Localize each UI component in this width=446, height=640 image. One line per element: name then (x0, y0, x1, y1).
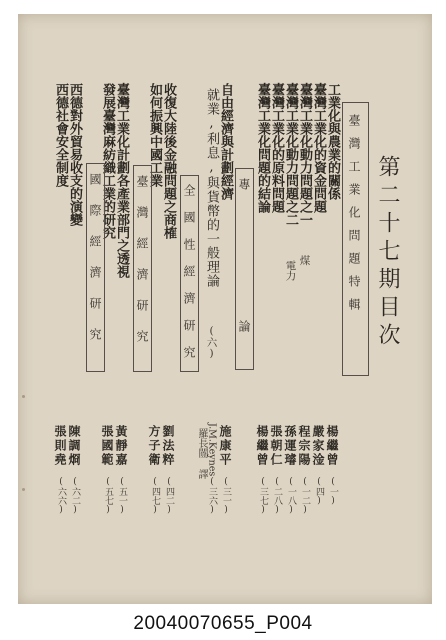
page-title: 第二十七期目次 (375, 155, 400, 351)
article-title: 收復大陸後金融問題之商榷 (161, 83, 176, 239)
article-title: 臺灣工業化的原料問題 (269, 83, 284, 213)
binding-hole (22, 488, 25, 491)
article-title: 如何振興中國工業 (147, 83, 162, 187)
article-title: 臺灣工業化動力問題之一 (297, 83, 312, 226)
article-subtitle: 煤 (298, 255, 311, 266)
article-page: (三六) (207, 477, 217, 515)
article-title: 臺灣工業化的資金問題 (311, 83, 326, 213)
article-title: 自由經濟與計劃經濟 (218, 83, 233, 200)
article-title: 臺灣工業化問題的結論 (255, 83, 270, 213)
section-special-heading: 臺灣工業化問題特輯 (347, 114, 361, 321)
article-page: (四二) (164, 477, 174, 515)
article-page: (五七) (103, 477, 113, 515)
article-title: 工業化與農業的關係 (325, 83, 340, 200)
article-title: 臺灣工業化動力問題之二 (283, 83, 298, 226)
article-page: (一八) (286, 477, 296, 515)
article-title: 西德對外貿易收支的演變 (67, 83, 82, 226)
article-author: 黃靜嘉 (114, 425, 128, 467)
article-subtitle: (六) (205, 325, 218, 360)
article-author: 嚴家淦 (311, 425, 325, 467)
article-page: (六二) (70, 477, 80, 515)
article-title: 發展臺灣麻紡織工業的研究 (100, 83, 115, 239)
article-subtitle: 電力 (284, 260, 297, 281)
article-author: 方子衛 (147, 425, 161, 467)
article-page: (一二) (300, 477, 310, 515)
article-page: (六六) (56, 477, 66, 515)
section-national-heading: 全國性經濟研究 (182, 184, 196, 373)
section-thesis-heading: 專論 (237, 178, 251, 462)
article-author: 楊繼曾 (325, 425, 339, 467)
article-page: (一) (328, 477, 338, 506)
article-title: 就業,利息,與貨幣的一般理論 (204, 88, 219, 288)
article-page: (三七) (258, 477, 268, 515)
image-caption: 20040070655_P004 (133, 613, 313, 634)
article-page: (二八) (272, 477, 282, 515)
article-translator: 羅長闓 譯 (196, 428, 207, 479)
section-taiwan-heading: 臺灣經濟研究 (135, 175, 149, 361)
binding-hole (22, 395, 25, 398)
article-author: 施康平 (218, 425, 232, 467)
article-author: 劉法粹 (161, 425, 175, 467)
article-page: (四七) (150, 477, 160, 515)
article-author: J.M.Keynes (206, 423, 218, 477)
article-page: (三一) (221, 477, 231, 515)
article-author: 張則堯 (53, 425, 67, 467)
article-title: 臺灣工業化計劃各產業部門之透視 (114, 83, 129, 278)
article-page: (四) (314, 477, 324, 506)
article-page: (五一) (117, 477, 127, 515)
article-author: 程宗陽 (297, 425, 311, 467)
article-author: 楊繼曾 (255, 425, 269, 467)
article-author: 張國範 (100, 425, 114, 467)
section-international-heading: 國際經濟研究 (88, 173, 102, 359)
article-author: 孫運璿 (283, 425, 297, 467)
article-author: 張朝仁 (269, 425, 283, 467)
article-author: 陳調烱 (67, 425, 81, 467)
article-title: 西德社會安全制度 (53, 83, 68, 187)
